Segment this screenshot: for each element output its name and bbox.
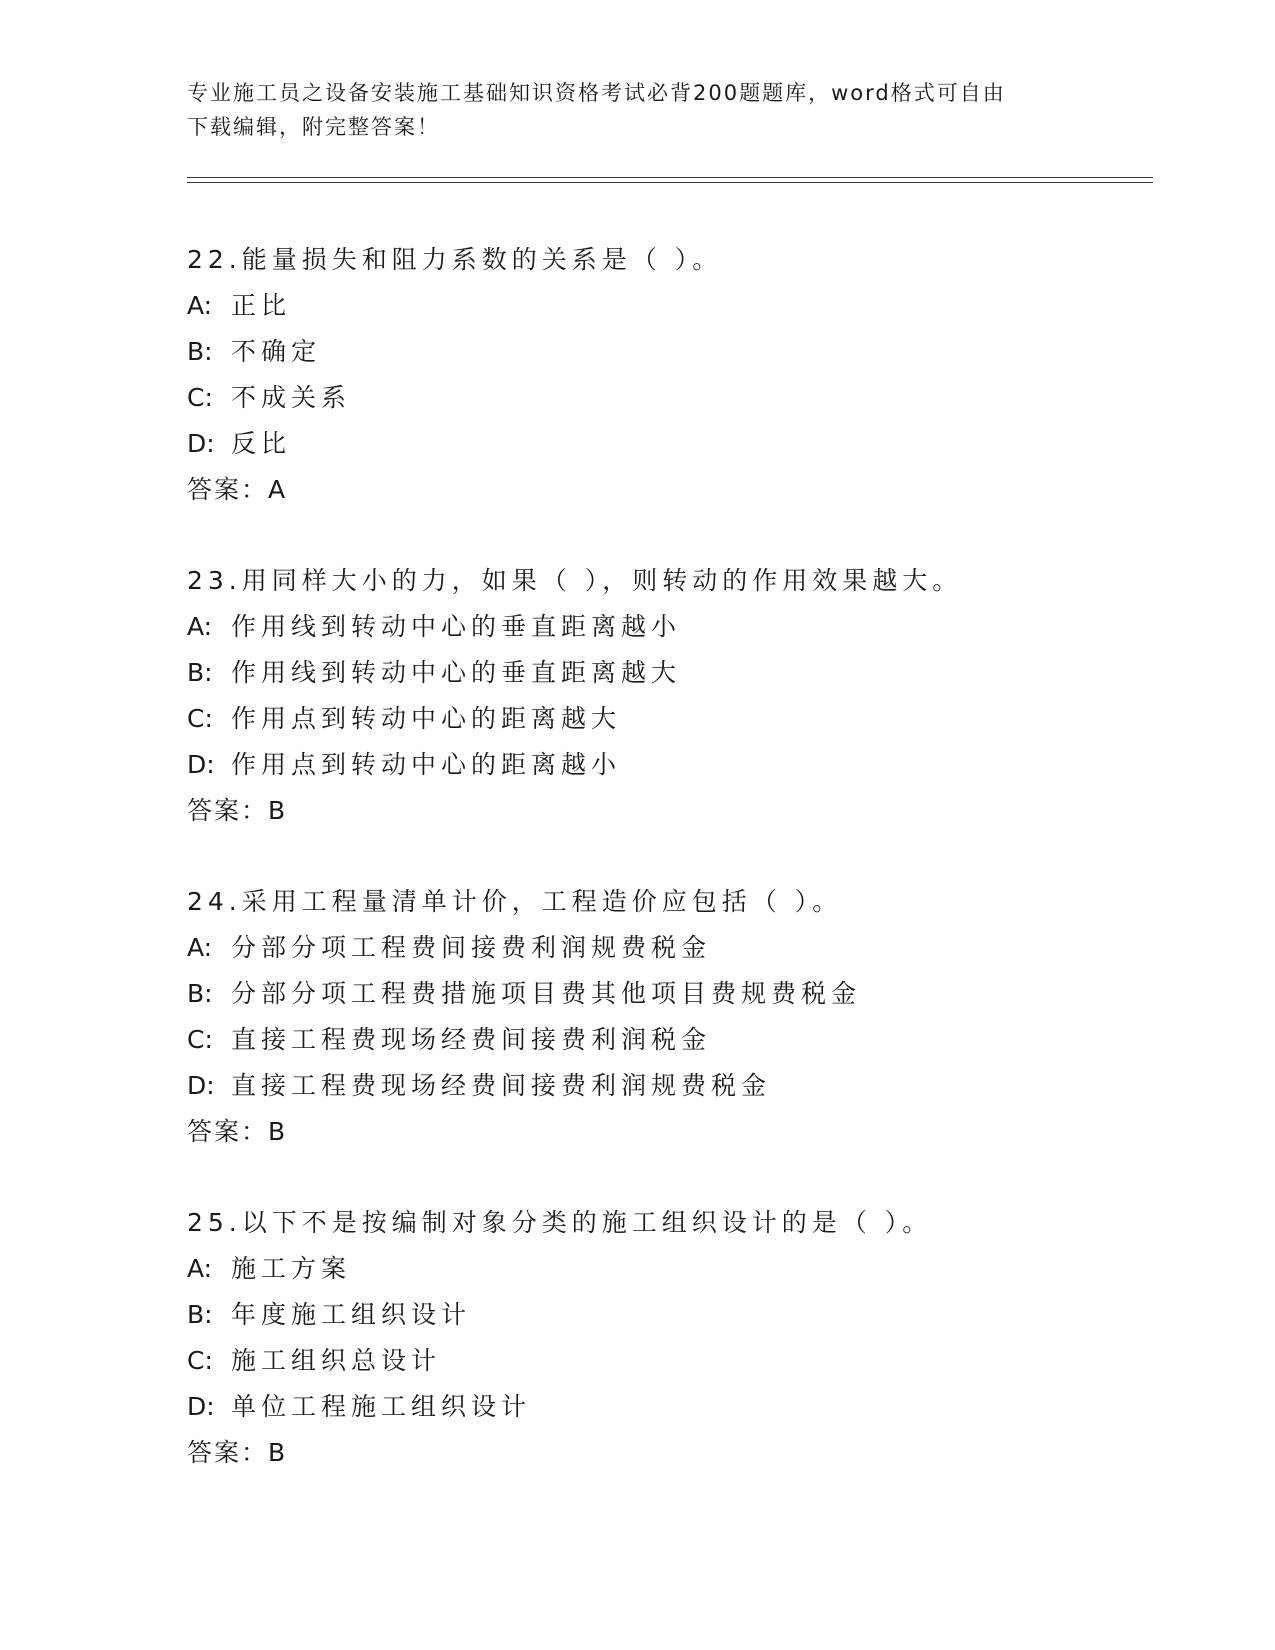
option-key: D: [187, 750, 215, 779]
option-text: 反比 [231, 429, 292, 458]
option-key: D: [187, 1392, 215, 1421]
option-text: 单位工程施工组织设计 [231, 1392, 532, 1421]
option-key: D: [187, 429, 215, 458]
option-text: 作用点到转动中心的距离越小 [231, 750, 622, 779]
answer-label: 答案： [187, 1438, 269, 1467]
option-key: C: [187, 383, 213, 412]
option-key: B: [187, 658, 213, 687]
question-list [187, 237, 1153, 1521]
answer-line [187, 1430, 1153, 1476]
question-stem: 23.用同样大小的力，如果（ ），则转动的作用效果越大。 [187, 566, 963, 595]
option-text: 施工组织总设计 [231, 1346, 442, 1375]
header-line-2: 下载编辑，附完整答案！ [187, 115, 440, 139]
option-key: B: [187, 979, 213, 1008]
option-a [187, 283, 1153, 329]
answer-value: B [268, 1438, 287, 1467]
answer-label: 答案： [187, 1117, 269, 1146]
header-line-1: 专业施工员之设备安装施工基础知识资格考试必背200题题库，word格式可自由 [187, 81, 1006, 105]
option-d [187, 1384, 1153, 1430]
option-key: B: [187, 337, 213, 366]
option-text: 不确定 [231, 337, 322, 366]
answer-value: B [268, 796, 287, 825]
question-stem: 22.能量损失和阻力系数的关系是（ ）。 [187, 245, 723, 274]
option-text: 作用线到转动中心的垂直距离越大 [231, 658, 682, 687]
option-text: 作用线到转动中心的垂直距离越小 [231, 612, 682, 641]
option-text: 施工方案 [231, 1254, 352, 1283]
answer-value: B [268, 1117, 287, 1146]
option-c [187, 375, 1153, 421]
option-text: 直接工程费现场经费间接费利润税金 [231, 1025, 712, 1054]
option-b [187, 971, 1153, 1017]
option-a [187, 604, 1153, 650]
option-key: A: [187, 291, 213, 320]
answer-label: 答案： [187, 475, 269, 504]
option-key: A: [187, 933, 213, 962]
question-22 [187, 237, 1153, 513]
option-key: C: [187, 1025, 213, 1054]
option-text: 不成关系 [231, 383, 352, 412]
question-24 [187, 879, 1153, 1155]
question-stem: 25.以下不是按编制对象分类的施工组织设计的是（ ）。 [187, 1208, 933, 1237]
option-text: 分部分项工程费措施项目费其他项目费规费税金 [231, 979, 862, 1008]
option-c [187, 1017, 1153, 1063]
question-stem: 24.采用工程量清单计价，工程造价应包括（ ）。 [187, 887, 843, 916]
document-header [187, 76, 1087, 144]
option-d [187, 742, 1153, 788]
option-a [187, 1246, 1153, 1292]
option-key: B: [187, 1300, 213, 1329]
answer-line [187, 1109, 1153, 1155]
option-d [187, 421, 1153, 467]
question-25 [187, 1200, 1153, 1476]
option-d [187, 1063, 1153, 1109]
option-key: C: [187, 704, 213, 733]
option-text: 直接工程费现场经费间接费利润规费税金 [231, 1071, 772, 1100]
answer-label: 答案： [187, 796, 269, 825]
answer-line [187, 467, 1153, 513]
option-text: 正比 [231, 291, 292, 320]
option-b [187, 650, 1153, 696]
option-key: A: [187, 612, 213, 641]
option-a [187, 925, 1153, 971]
option-text: 分部分项工程费间接费利润规费税金 [231, 933, 712, 962]
answer-value: A [268, 475, 287, 504]
question-23 [187, 558, 1153, 834]
option-key: D: [187, 1071, 215, 1100]
option-key: C: [187, 1346, 213, 1375]
option-text: 年度施工组织设计 [231, 1300, 472, 1329]
option-key: A: [187, 1254, 213, 1283]
header-divider [187, 177, 1153, 183]
option-c [187, 1338, 1153, 1384]
option-b [187, 329, 1153, 375]
option-b [187, 1292, 1153, 1338]
option-c [187, 696, 1153, 742]
answer-line [187, 788, 1153, 834]
option-text: 作用点到转动中心的距离越大 [231, 704, 622, 733]
